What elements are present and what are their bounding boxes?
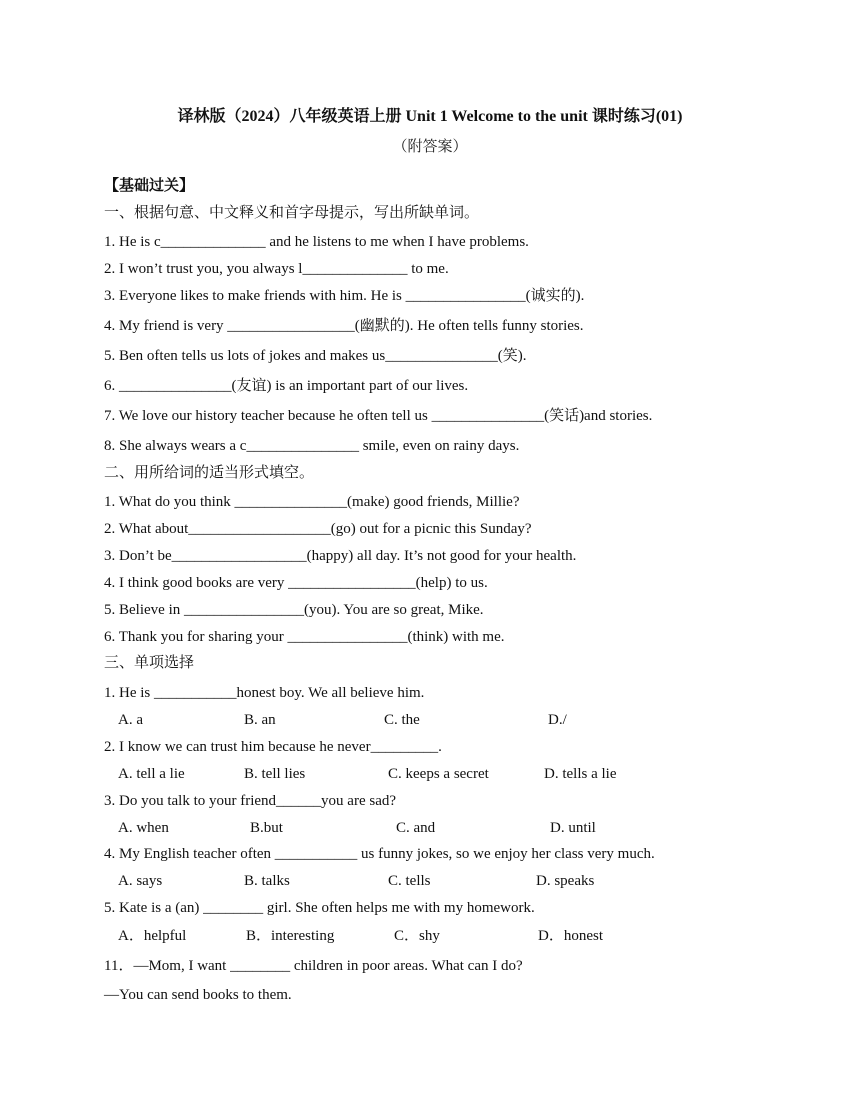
option-d: D./ xyxy=(548,712,567,728)
option-a: A．helpful xyxy=(118,928,187,944)
option-b: B. talks xyxy=(244,873,290,889)
option-c: C. the xyxy=(384,712,420,728)
question-stem: 4. My English teacher often ___________ us funny jokes, so we enjoy her class very much. xyxy=(104,846,655,862)
section2-item: 5. Believe in ________________(you). You are so great, Mike. xyxy=(104,602,484,618)
section1-item: 6. _______________(友谊) is an important part of our lives. xyxy=(104,378,469,394)
section1-item: 7. We love our history teacher because he often tell us _______________(笑话)and stories. xyxy=(104,408,653,424)
section2-item: 2. What about___________________(go) out for a picnic this Sunday? xyxy=(104,521,532,537)
section1-item: 2. I won’t trust you, you always l______________ to me. xyxy=(104,261,449,277)
option-c: C. tells xyxy=(388,873,431,889)
section1-heading: 一、根据句意、中文释义和首字母提示，写出所缺单词。 xyxy=(104,205,480,221)
option-d: D. until xyxy=(550,820,596,836)
section1-item: 5. Ben often tells us lots of jokes and makes us_______________(笑). xyxy=(104,348,527,364)
option-b: B. an xyxy=(244,712,276,728)
question-stem: 2. I know we can trust him because he never_________. xyxy=(104,739,442,755)
section2-item: 3. Don’t be__________________(happy) all day. It’s not good for your health. xyxy=(104,548,577,564)
option-a: A. a xyxy=(118,712,143,728)
option-d: D. tells a lie xyxy=(544,766,617,782)
question-options xyxy=(118,871,738,891)
basics-label: 【基础过关】 xyxy=(104,178,195,194)
option-b: B. tell lies xyxy=(244,766,306,782)
option-b: B.but xyxy=(250,820,283,836)
section2-item: 6. Thank you for sharing your ________________(think) with me. xyxy=(104,629,505,645)
section1-item: 1. He is c______________ and he listens to me when I have problems. xyxy=(104,234,529,250)
option-c: C. keeps a secret xyxy=(388,766,489,782)
section2-heading: 二、用所给词的适当形式填空。 xyxy=(104,465,315,481)
option-c: C．shy xyxy=(394,928,440,944)
option-a: A. tell a lie xyxy=(118,766,185,782)
option-a: A. says xyxy=(118,873,163,889)
option-d: D. speaks xyxy=(536,873,595,889)
question-options xyxy=(118,710,738,730)
page-subtitle: （附答案） xyxy=(392,139,468,155)
question-stem: 5. Kate is a (an) ________ girl. She often helps me with my homework. xyxy=(104,900,535,916)
section3-heading: 三、单项选择 xyxy=(104,655,195,671)
option-c: C. and xyxy=(396,820,436,836)
question-11-answer: —You can send books to them. xyxy=(104,987,292,1003)
section1-item: 8. She always wears a c_______________ smile, even on rainy days. xyxy=(104,438,520,454)
page-title: 译林版（2024）八年级英语上册 Unit 1 Welcome to the unit 课时练习(01) xyxy=(177,108,683,125)
question-stem: 3. Do you talk to your friend______you are sad? xyxy=(104,793,397,809)
question-options xyxy=(118,818,738,838)
section2-item: 4. I think good books are very _________________(help) to us. xyxy=(104,575,488,591)
section1-item: 3. Everyone likes to make friends with him. He is ________________(诚实的). xyxy=(104,288,585,304)
option-a: A. when xyxy=(118,820,169,836)
section1-item: 4. My friend is very _________________(幽默的). He often tells funny stories. xyxy=(104,318,584,334)
question-stem: 1. He is ___________honest boy. We all believe him. xyxy=(104,685,425,701)
question-options xyxy=(118,764,738,784)
question-11-stem: 11．—Mom, I want ________ children in poor areas. What can I do? xyxy=(104,958,523,974)
option-d: D．honest xyxy=(538,928,603,944)
option-b: B．interesting xyxy=(246,928,335,944)
section2-item: 1. What do you think _______________(make) good friends, Millie? xyxy=(104,494,520,510)
question-options xyxy=(118,926,738,946)
